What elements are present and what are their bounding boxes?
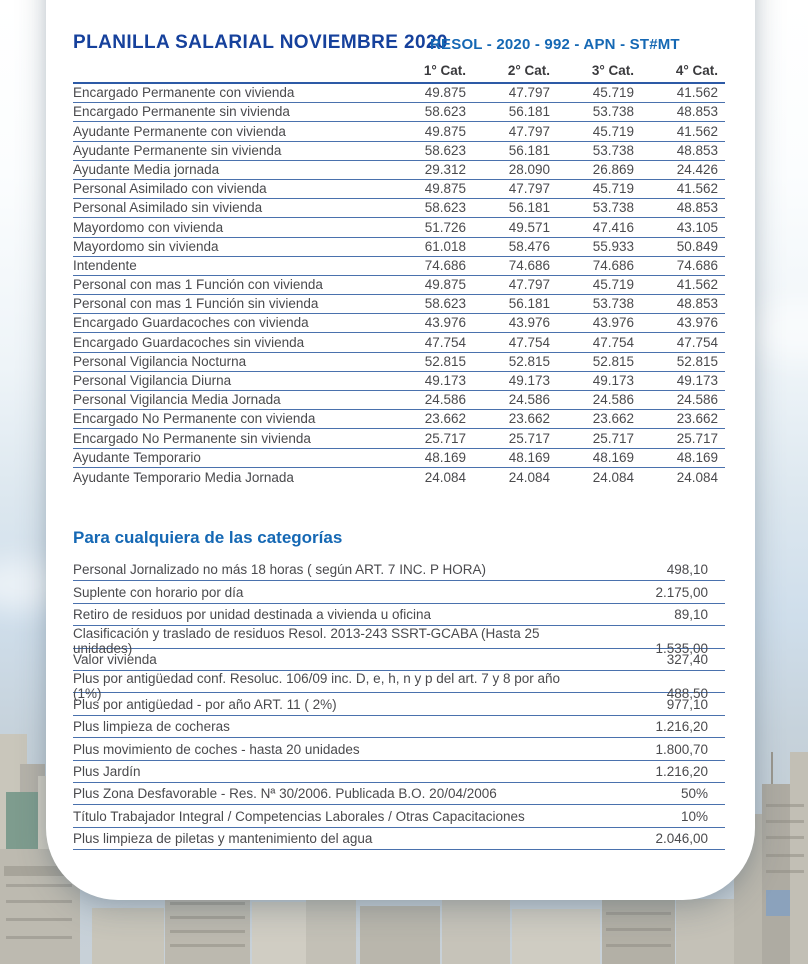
salary-value-cat4: 52.815 [676,353,718,369]
salary-row-label: Mayordomo con vivienda [73,219,224,235]
salary-value-cat3: 55.933 [592,238,634,254]
salary-value-cat1: 58.623 [424,142,466,158]
salary-value-cat2: 56.181 [508,296,550,312]
salary-value-cat4: 47.754 [676,334,718,350]
salary-value-cat2: 56.181 [508,200,550,216]
salary-value-cat4: 25.717 [676,430,718,446]
category-row [73,716,725,738]
salary-row-label: Encargado Permanente sin vivienda [73,104,290,120]
salary-value-cat3: 53.738 [592,200,634,216]
salary-value-cat1: 58.623 [424,104,466,120]
salary-table-row [73,449,725,468]
salary-row-label: Ayudante Temporario [73,449,201,465]
salary-table-row [73,276,725,295]
salary-value-cat3: 48.169 [592,449,634,465]
salary-value-cat3: 49.173 [592,373,634,388]
salary-value-cat2: 47.797 [508,123,550,139]
category-row-value: 488,50 [666,685,708,701]
document-content [73,0,725,964]
salary-value-cat3: 24.084 [592,469,634,485]
salary-value-cat4: 43.105 [676,219,718,235]
salary-value-cat2: 47.754 [508,334,550,350]
salary-table-row [73,410,725,429]
salary-value-cat3: 45.719 [592,85,634,101]
category-row-label: Plus por antigüedad conf. Resoluc. 106/09 inc. D, e, h, n y p del art. 7 y 8 por año (1%) [73,670,561,701]
category-row [73,693,725,715]
salary-value-cat3: 24.586 [592,392,634,408]
salary-table-row [73,180,725,199]
salary-value-cat4: 24.586 [676,392,718,408]
salary-row-label: Encargado No Permanente con vivienda [73,411,316,427]
salary-row-label: Ayudante Media jornada [73,161,220,177]
category-row-value: 1.535,00 [655,641,708,657]
category-row-value: 1.216,20 [655,719,708,735]
salary-row-label: Encargado Permanente con vivienda [73,85,295,101]
salary-value-cat3: 52.815 [592,353,634,369]
category-row [73,670,725,701]
salary-value-cat3: 47.754 [592,334,634,350]
salary-value-cat4: 48.853 [676,296,718,312]
salary-table-row [73,295,725,314]
salary-row-label: Ayudante Temporario Media Jornada [73,469,294,485]
categories-table [73,559,725,850]
salary-value-cat2: 52.815 [508,353,550,369]
salary-value-cat4: 41.562 [676,85,718,101]
salary-table-row [73,257,725,276]
salary-table-row [73,84,725,103]
salary-value-cat1: 51.726 [424,219,466,235]
category-row-value: 50% [680,786,708,802]
salary-value-cat1: 58.623 [424,296,466,312]
salary-value-cat4: 48.853 [676,142,718,158]
salary-value-cat2: 47.797 [508,181,550,197]
salary-value-cat1: 29.312 [424,161,466,177]
salary-table [73,61,725,487]
category-row-label: Plus movimiento de coches - hasta 20 unidades [73,741,360,757]
salary-table-row [73,103,725,122]
salary-value-cat4: 74.686 [676,257,718,273]
salary-value-cat2: 74.686 [508,257,550,273]
salary-row-label: Ayudante Permanente con vivienda [73,123,286,139]
column-header: 1° Cat. [423,63,466,78]
salary-row-label: Personal Vigilancia Media Jornada [73,392,281,408]
salary-value-cat2: 58.476 [508,238,550,254]
category-row-value: 2.175,00 [655,584,708,600]
salary-value-cat4: 24.426 [676,161,718,177]
salary-value-cat4: 48.853 [676,104,718,120]
salary-value-cat1: 25.717 [424,430,466,446]
category-row [73,761,725,783]
category-row-label: Valor vivienda [73,651,157,667]
salary-value-cat2: 47.797 [508,85,550,101]
category-row-label: Plus por antigüedad - por año ART. 11 ( 2%) [73,696,337,712]
salary-value-cat2: 49.571 [508,219,550,235]
salary-value-cat4: 43.976 [676,315,718,331]
salary-row-label: Personal Asimilado sin vivienda [73,200,263,216]
salary-row-label: Intendente [73,257,137,273]
salary-value-cat2: 24.586 [508,392,550,408]
salary-value-cat2: 47.797 [508,277,550,293]
salary-table-row [73,468,725,487]
category-row-label: Plus Jardín [73,763,141,779]
salary-value-cat4: 50.849 [676,238,718,254]
category-row-value: 89,10 [674,607,708,623]
salary-row-label: Personal Vigilancia Nocturna [73,353,247,369]
category-row [73,738,725,760]
salary-value-cat3: 45.719 [592,181,634,197]
column-header: 3° Cat. [591,63,634,78]
salary-value-cat1: 58.623 [424,200,466,216]
category-row-value: 1.800,70 [655,741,708,757]
salary-table-body [73,84,725,487]
category-row-value: 1.216,20 [655,763,708,779]
salary-value-cat1: 47.754 [424,334,466,350]
section-heading: Para cualquiera de las categorías [73,528,343,547]
salary-value-cat3: 53.738 [592,104,634,120]
salary-value-cat4: 24.084 [676,469,718,485]
category-row [73,559,725,581]
salary-table-row [73,372,725,391]
category-row-value: 10% [680,808,708,824]
salary-value-cat2: 43.976 [508,315,550,331]
salary-value-cat3: 74.686 [592,257,634,273]
salary-value-cat1: 48.169 [424,449,466,465]
salary-value-cat4: 49.173 [676,373,718,388]
category-row [73,805,725,827]
salary-value-cat1: 52.815 [424,353,466,369]
salary-value-cat3: 45.719 [592,277,634,293]
category-row [73,828,725,850]
salary-table-head [73,61,725,84]
salary-value-cat1: 49.875 [424,123,466,139]
salary-value-cat3: 53.738 [592,142,634,158]
salary-table-row [73,333,725,352]
salary-value-cat4: 41.562 [676,277,718,293]
salary-table-row [73,161,725,180]
salary-value-cat2: 24.084 [508,469,550,485]
salary-row-label: Personal con mas 1 Función sin vivienda [73,296,319,312]
category-row-label: Retiro de residuos por unidad destinada a vivienda u oficina [73,607,431,623]
salary-value-cat1: 24.084 [424,469,466,485]
salary-value-cat1: 24.586 [424,392,466,408]
category-row-value: 2.046,00 [655,831,708,847]
salary-value-cat3: 43.976 [592,315,634,331]
category-row-label: Título Trabajador Integral / Competencias Laborales / Otras Capacitaciones [73,808,525,824]
category-row [73,626,725,657]
salary-row-label: Encargado No Permanente sin vivienda [73,430,311,446]
salary-table-row [73,391,725,410]
salary-value-cat4: 41.562 [676,123,718,139]
salary-value-cat3: 47.416 [592,219,634,235]
salary-value-cat2: 56.181 [508,104,550,120]
salary-row-label: Ayudante Permanente sin vivienda [73,142,282,158]
salary-value-cat2: 23.662 [508,411,550,427]
salary-value-cat3: 25.717 [592,430,634,446]
category-row [73,581,725,603]
category-row-label: Plus Zona Desfavorable - Res. Nª 30/2006. Publicada B.O. 20/04/2006 [73,786,497,802]
salary-table-row [73,218,725,237]
salary-table-row [73,353,725,372]
salary-value-cat1: 49.875 [424,85,466,101]
salary-value-cat4: 41.562 [676,181,718,197]
column-header: 2° Cat. [507,63,550,78]
document-header [73,0,725,60]
salary-value-cat2: 48.169 [508,449,550,465]
salary-value-cat4: 23.662 [676,411,718,427]
salary-value-cat1: 74.686 [424,257,466,273]
category-row-value: 327,40 [666,651,708,667]
category-row-label: Plus limpieza de piletas y mantenimiento del agua [73,831,373,847]
salary-value-cat3: 53.738 [592,296,634,312]
salary-value-cat1: 49.875 [424,181,466,197]
category-row-value: 977,10 [666,696,708,712]
salary-row-label: Encargado Guardacoches sin vivienda [73,334,305,350]
salary-value-cat2: 49.173 [508,373,550,388]
salary-value-cat1: 61.018 [424,238,466,254]
salary-table-row [73,429,725,448]
salary-value-cat2: 25.717 [508,430,550,446]
salary-value-cat1: 43.976 [424,315,466,331]
category-row-label: Personal Jornalizado no más 18 horas ( según ART. 7 INC. P HORA) [73,562,486,578]
salary-row-label: Personal con mas 1 Función con vivienda [73,277,323,293]
salary-value-cat3: 26.869 [592,161,634,177]
salary-value-cat4: 48.169 [676,449,718,465]
category-row-label: Suplente con horario por día [73,584,244,600]
salary-value-cat3: 45.719 [592,123,634,139]
salary-value-cat3: 23.662 [592,411,634,427]
category-row-label: Clasificación y traslado de residuos Resol. 2013-243 SSRT-GCABA (Hasta 25 unidades) [73,626,540,657]
salary-table-row [73,122,725,141]
salary-table-row [73,199,725,218]
salary-table-row [73,142,725,161]
salary-value-cat4: 48.853 [676,200,718,216]
salary-value-cat1: 49.875 [424,277,466,293]
page-title: PLANILLA SALARIAL NOVIEMBRE 2020 [73,32,448,53]
category-row-label: Plus limpieza de cocheras [73,719,230,735]
column-header: 4° Cat. [675,63,718,78]
category-row [73,649,725,671]
resolution-code: RESOL - 2020 - 992 - APN - ST#MT [430,36,680,53]
salary-value-cat2: 56.181 [508,142,550,158]
salary-row-label: Encargado Guardacoches con vivienda [73,315,309,331]
salary-table-row [73,314,725,333]
salary-value-cat2: 28.090 [508,161,550,177]
category-row-value: 498,10 [666,562,708,578]
salary-table-row [73,238,725,257]
salary-value-cat1: 49.173 [424,373,466,388]
category-row [73,604,725,626]
category-row [73,783,725,805]
salary-row-label: Mayordomo sin vivienda [73,238,219,254]
salary-row-label: Personal Vigilancia Diurna [73,373,232,388]
salary-row-label: Personal Asimilado con vivienda [73,181,267,197]
salary-value-cat1: 23.662 [424,411,466,427]
